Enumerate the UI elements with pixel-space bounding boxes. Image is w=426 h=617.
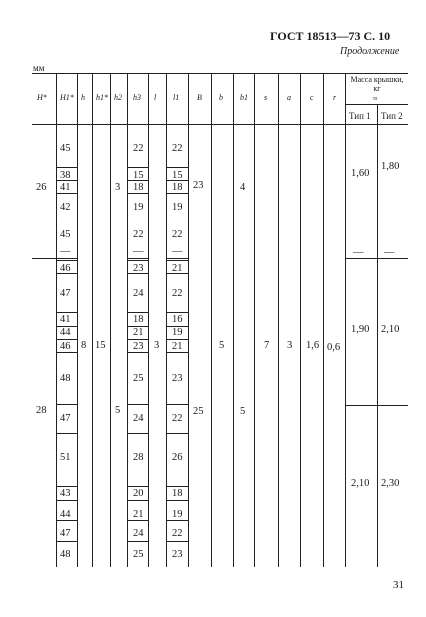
col-line: [166, 73, 167, 567]
row-line: [127, 433, 148, 434]
cell-h3: 25: [133, 549, 144, 560]
cell-mass-t2-b: 2,10: [381, 324, 400, 335]
cell-H1: 48: [60, 549, 71, 560]
col-line: [188, 73, 189, 567]
col-line: [254, 73, 255, 567]
dash-type1: —: [353, 247, 364, 258]
cell-H1: 44: [60, 509, 71, 520]
col-line: [323, 73, 324, 567]
cell-H1: 45: [60, 229, 71, 240]
row-line: [127, 260, 148, 261]
cell-H-28: 28: [36, 405, 47, 416]
cell-r-06: 0,6: [327, 342, 341, 353]
col-line: [127, 73, 128, 567]
cell-H1: 47: [60, 413, 71, 424]
col-line: [300, 73, 301, 567]
header-mass: Масса крышки, кг: [350, 75, 404, 93]
continuation-label: Продолжение: [340, 46, 400, 57]
col-line: [278, 73, 279, 567]
units-label: мм: [33, 63, 45, 73]
col-line: [110, 73, 111, 567]
header-h1: h1*: [96, 93, 108, 102]
cell-h3: 20: [133, 488, 144, 499]
cell-l1: —: [172, 246, 183, 257]
cell-h3: 24: [133, 528, 144, 539]
row-line: [127, 312, 148, 313]
row-line: [127, 486, 148, 487]
row-line: [56, 500, 77, 501]
row-line: [127, 541, 148, 542]
header-h: h: [81, 93, 85, 102]
row-line: [127, 404, 148, 405]
cell-H1: 46: [60, 341, 71, 352]
cell-h3: 19: [133, 202, 144, 213]
cell-l1: 19: [172, 202, 183, 213]
row-line: [56, 260, 77, 261]
header-H: H*: [37, 93, 47, 102]
group-separator: [32, 258, 56, 259]
cell-l1: 23: [172, 549, 183, 560]
cell-l1: 21: [172, 263, 183, 274]
header-H1: H1*: [60, 93, 74, 102]
cell-B-25: 25: [193, 406, 204, 417]
header-l1: l1: [173, 93, 180, 102]
cell-l1: 18: [172, 488, 183, 499]
row-line: [127, 258, 148, 259]
table-top-border: [32, 73, 408, 74]
header-r: r: [333, 93, 337, 102]
cell-h3: 25: [133, 373, 144, 384]
cell-h3: 21: [133, 327, 144, 338]
cell-h2-3: 3: [115, 182, 121, 193]
cell-l1: 18: [172, 182, 183, 193]
header-type2: Тип 2: [381, 111, 403, 121]
cell-s-7: 7: [264, 340, 270, 351]
row-line: [56, 258, 77, 259]
cell-h3: 22: [133, 143, 144, 154]
cell-h3: 18: [133, 314, 144, 325]
header-b1: b1: [240, 93, 248, 102]
cell-H1: 48: [60, 373, 71, 384]
row-line: [166, 312, 188, 313]
row-line: [166, 258, 188, 259]
col-line: [377, 104, 378, 567]
page-number: 31: [393, 579, 404, 591]
cell-H1: 41: [60, 182, 71, 193]
header-s: s: [264, 93, 268, 102]
cell-H1: 47: [60, 528, 71, 539]
cell-a-3: 3: [287, 340, 293, 351]
col-line: [56, 73, 57, 567]
cell-h3: 24: [133, 288, 144, 299]
header-type1: Тип 1: [349, 111, 371, 121]
row-line: [127, 339, 148, 340]
col-line: [211, 73, 212, 567]
row-line: [56, 433, 77, 434]
header-h2: h2: [114, 93, 122, 102]
cell-l1: 23: [172, 373, 183, 384]
header-bottom-border: [32, 124, 408, 125]
header-l: l: [154, 93, 157, 102]
row-line: [56, 339, 77, 340]
cell-h3: 15: [133, 170, 144, 181]
cell-h3: 23: [133, 263, 144, 274]
cell-H1: 51: [60, 452, 71, 463]
cell-l1: 21: [172, 341, 183, 352]
row-line: [166, 167, 188, 168]
cell-h2-5: 5: [115, 405, 121, 416]
col-line: [148, 73, 149, 567]
cell-l1: 15: [172, 170, 183, 181]
cell-h3: 21: [133, 509, 144, 520]
cell-H-26: 26: [36, 182, 47, 193]
row-line: [166, 404, 188, 405]
cell-h3: —: [133, 246, 144, 257]
cell-b1-4: 4: [240, 182, 246, 193]
cell-H1: 46: [60, 263, 71, 274]
row-line: [56, 486, 77, 487]
header-c: c: [310, 93, 314, 102]
cell-l1: 22: [172, 288, 183, 299]
cell-l-3: 3: [154, 340, 160, 351]
cell-mass-t2-a: 1,80: [381, 161, 400, 172]
col-line: [92, 73, 93, 567]
cell-l1: 22: [172, 229, 183, 240]
cell-l1: 22: [172, 143, 183, 154]
header-a: a: [287, 93, 291, 102]
cell-l1: 19: [172, 327, 183, 338]
row-line: [56, 312, 77, 313]
cell-l1: 26: [172, 452, 183, 463]
row-line: [127, 167, 148, 168]
cell-h-8: 8: [81, 340, 87, 351]
cell-mass-t1-a: 1,60: [351, 168, 370, 179]
cell-H1: 47: [60, 288, 71, 299]
header-b: b: [219, 93, 223, 102]
cell-B-23: 23: [193, 180, 204, 191]
cell-mass-t1-c: 2,10: [351, 478, 370, 489]
cell-h3: 23: [133, 341, 144, 352]
group-separator: [345, 405, 408, 406]
row-line: [56, 541, 77, 542]
cell-H1: —: [60, 246, 71, 257]
cell-H1: 41: [60, 314, 71, 325]
header-mass-symbol: ≈: [373, 94, 378, 103]
row-line: [166, 260, 188, 261]
cell-l1: 22: [172, 528, 183, 539]
row-line: [56, 167, 77, 168]
cell-h3: 22: [133, 229, 144, 240]
col-line: [233, 73, 234, 567]
row-line: [166, 486, 188, 487]
dash-type2: —: [384, 247, 395, 258]
cell-h3: 28: [133, 452, 144, 463]
cell-h3: 24: [133, 413, 144, 424]
cell-h1-15: 15: [95, 340, 106, 351]
cell-l1: 19: [172, 509, 183, 520]
cell-mass-t2-c: 2,30: [381, 478, 400, 489]
page-title: ГОСТ 18513—73 С. 10: [270, 29, 391, 43]
col-line: [345, 73, 346, 567]
cell-H1: 38: [60, 170, 71, 181]
cell-H1: 43: [60, 488, 71, 499]
row-line: [56, 404, 77, 405]
cell-mass-t1-b: 1,90: [351, 324, 370, 335]
cell-b-5: 5: [219, 340, 225, 351]
cell-c-16: 1,6: [306, 340, 320, 351]
row-line: [166, 433, 188, 434]
cell-h3: 18: [133, 182, 144, 193]
col-line: [77, 73, 78, 567]
cell-l1: 22: [172, 413, 183, 424]
cell-H1: 44: [60, 327, 71, 338]
row-line: [166, 339, 188, 340]
row-line: [166, 541, 188, 542]
cell-b1-5: 5: [240, 406, 246, 417]
cell-l1: 16: [172, 314, 183, 325]
header-B: B: [197, 93, 202, 102]
header-h3: h3: [133, 93, 141, 102]
cell-H1: 42: [60, 202, 71, 213]
row-line: [166, 500, 188, 501]
cell-H1: 45: [60, 143, 71, 154]
row-line: [127, 500, 148, 501]
